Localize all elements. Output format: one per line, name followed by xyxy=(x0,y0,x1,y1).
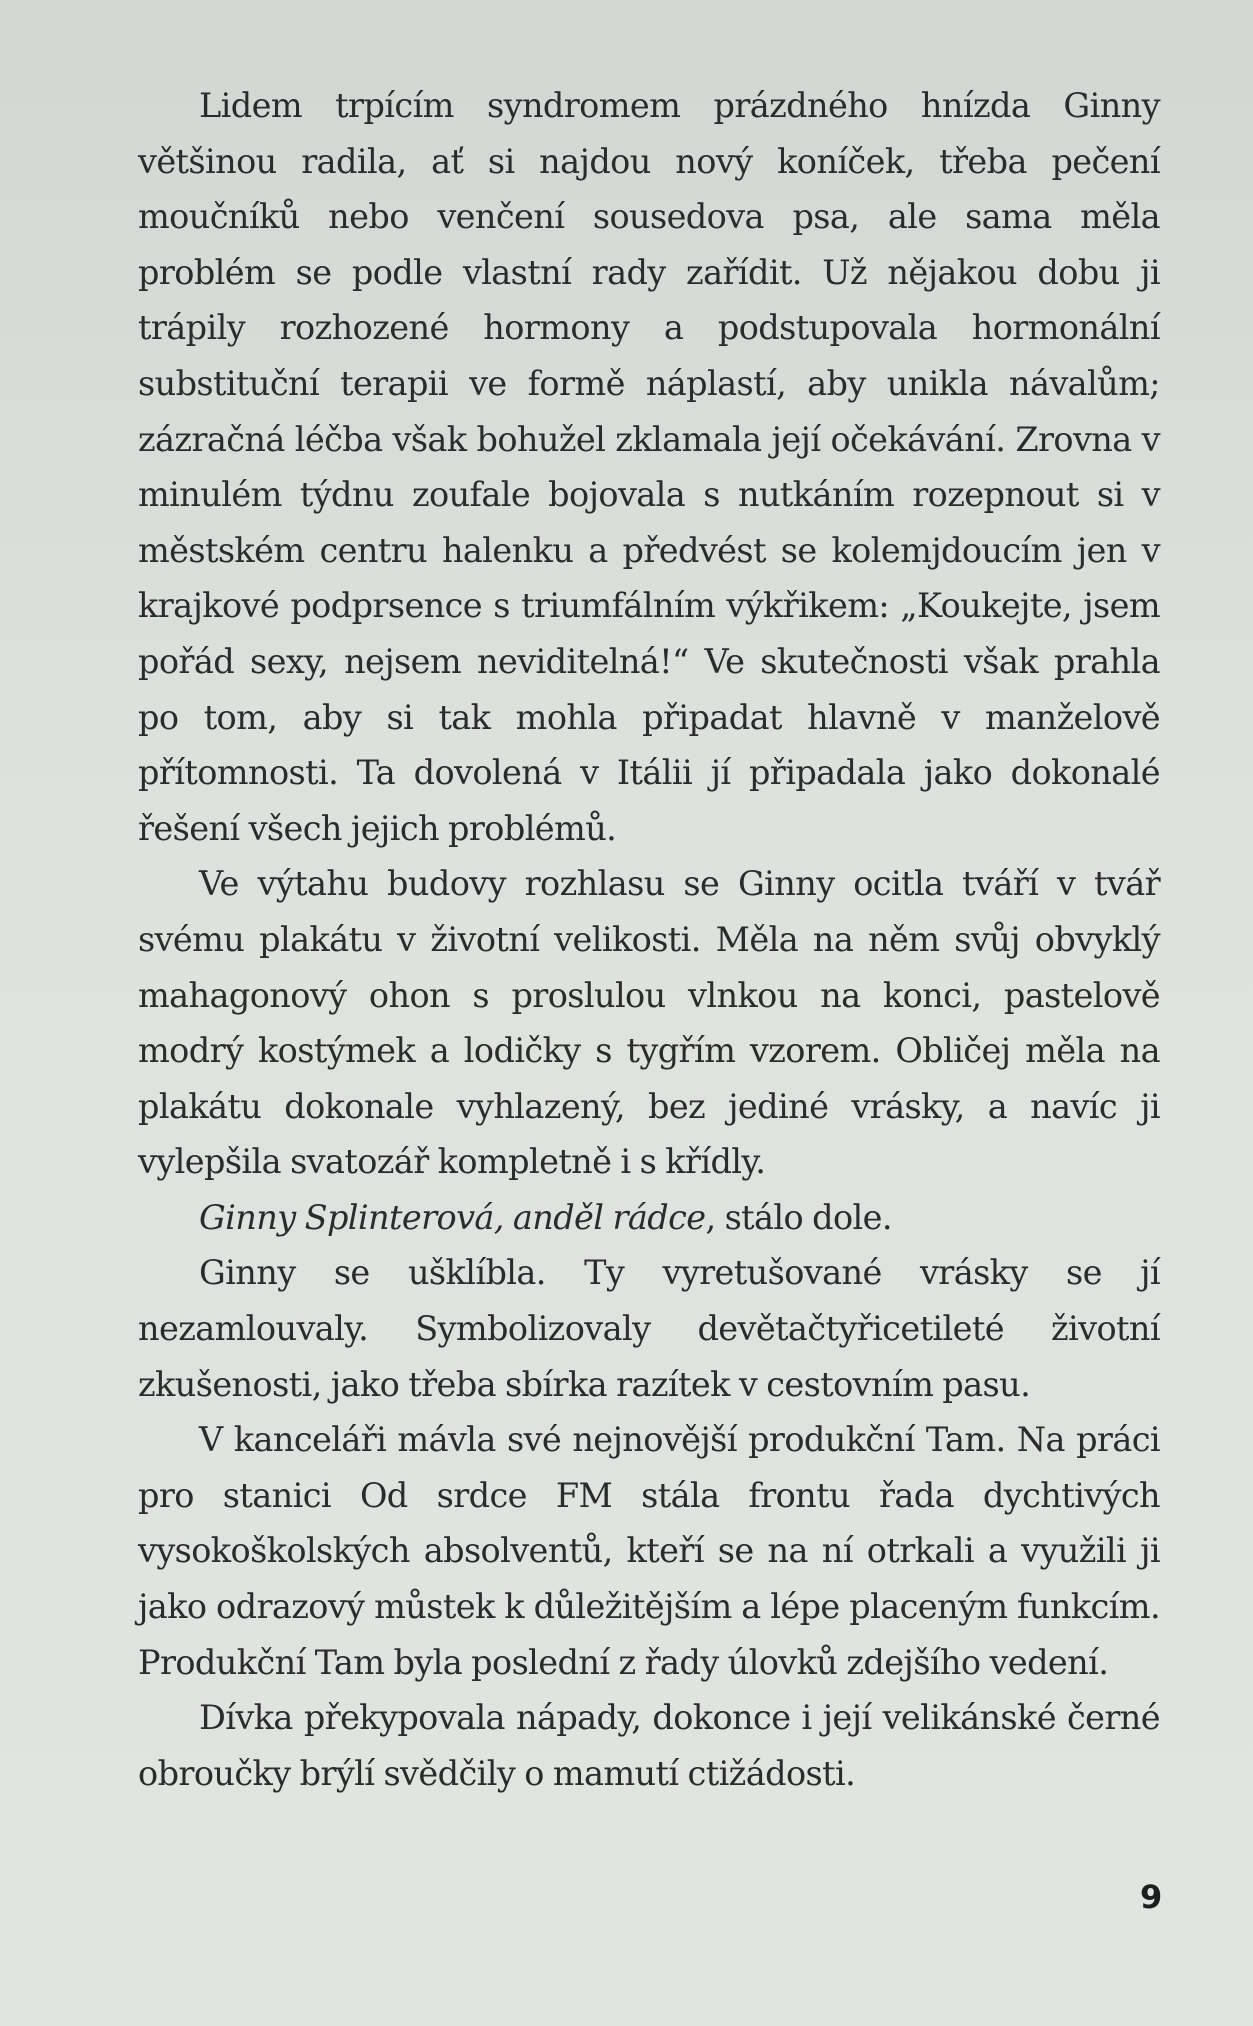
paragraph-1: Lidem trpícím syndromem prázdného hnízda Ginny většinou radila, ať si najdou nový koníček, třeba pečení moučníků nebo venčení sousedova psa, ale sama měla problém se podle vlastní rady zařídit. Už nějakou dobu ji trápily rozhozené hormony a podstupovala hormonální substituční terapii ve formě náplastí, aby unikla návalům; zázračná léčba však bohužel zklamala její očekávání. Zrovna v minulém týdnu zoufale bojovala s nutkáním rozepnout si v městském centru halenku a předvést se kolemjdoucím jen v krajkové podprsence s triumfálním výkřikem: „Koukejte, jsem pořád sexy, nejsem neviditelná!“ Ve skutečnosti však prahla po tom, aby si tak mohla připadat hlavně v manželově přítomnosti. Ta dovolená v Itálii jí připadala jako dokonalé řešení všech jejich problémů. xyxy=(138,86,1160,848)
paragraph-3: Ginny se ušklíbla. Ty vyretušované vrásky se jí nezamlouvaly. Symbolizovaly devětačtyřicetileté životní zkušenosti, jako třeba sbírka razítek v cestovním pasu. xyxy=(138,1253,1160,1404)
poster-caption: Ginny Splinterová, anděl rádce xyxy=(199,1197,706,1237)
paragraph-2: Ve výtahu budovy rozhlasu se Ginny ocitla tváří v tvář svému plakátu v životní velikosti. Měla na něm svůj obvyklý mahagonový ohon s proslulou vlnkou na konci, pastelově modrý kostýmek a lodičky s tygřím vzorem. Obličej měla na plakátu dokonale vyhlazený, bez jediné vrásky, a navíc ji vylepšila svatozář kompletně i s křídly. xyxy=(138,864,1160,1182)
paragraph-4: V kanceláři mávla své nejnovější produkční Tam. Na práci pro stanici Od srdce FM stála frontu řada dychtivých vysokoškolských absolventů, kteří se na ní otrkali a využili ji jako odrazový můstek k důležitějším a lépe placeným funkcím. Produkční Tam byla poslední z řady úlovků zdejšího vedení. xyxy=(138,1420,1160,1682)
caption-line xyxy=(138,1190,1160,1246)
paragraph-5: Dívka překypovala nápady, dokonce i její velikánské černé obroučky brýlí svědčily o mamutí ctižádosti. xyxy=(138,1698,1160,1793)
body-text xyxy=(138,78,1160,1801)
page-number: 9 xyxy=(1140,1878,1163,1916)
caption-tail: , stálo dole. xyxy=(705,1197,892,1237)
